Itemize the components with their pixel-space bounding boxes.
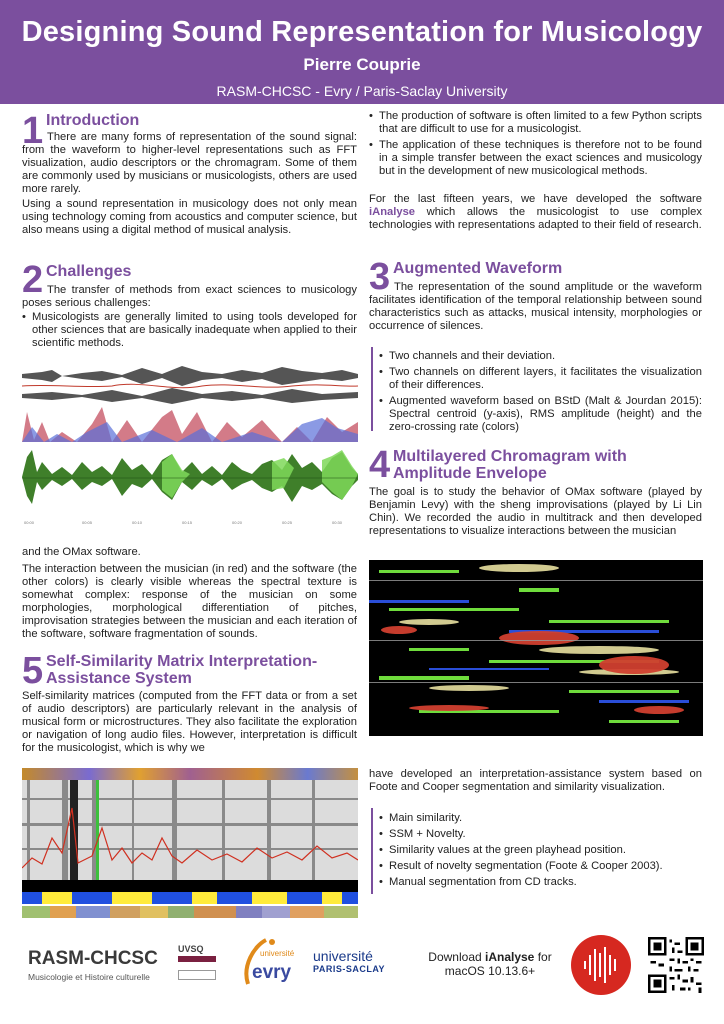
section-title-ssm-line2: Assistance System	[46, 669, 192, 687]
rasm-logo-subtitle: Musicologie et Histoire culturelle	[28, 972, 150, 982]
poster-author: Pierre Couprie	[303, 55, 421, 74]
evry-logo-name: evry	[252, 962, 292, 983]
section-title-augmented-waveform: Augmented Waveform	[393, 260, 563, 277]
ianalyse-highlight: iAnalyse	[369, 206, 416, 218]
ssm-figure	[22, 768, 358, 926]
ssm-graphic	[22, 768, 358, 926]
download-text: Download iAnalyse for macOS 10.13.6+	[428, 950, 552, 978]
evry-logo-graphic	[236, 936, 306, 992]
chromagram-paragraph-2: The interaction between the musician (in red) and the software (the other colors) is clearly visible whereas the spectral texture is somewhat complex: response of the musician on some morphologies, morphological differentiation of pitches, improvisation strategies between the musician and each iteration of the software, software fragmentation of sounds.	[22, 563, 357, 640]
section-number-2: 2	[22, 259, 44, 301]
augmented-waveform-figure	[22, 362, 358, 532]
svg-text:00:20: 00:20	[232, 520, 243, 525]
waveform-bullet-3: • Augmented waveform based on BStD (Malt & Jourdan 2015): Spectral centroid (y-axis), RMS amplitude (height) and the zero-crossing rate (colors)	[379, 395, 702, 434]
ssm-bullets-bar	[371, 808, 373, 894]
svg-text:00:00: 00:00	[24, 520, 35, 525]
evry-logo-top: université	[260, 949, 295, 958]
intro-paragraph-1: There are many forms of representation of the sound signal: from the waveform to higher-level representations such as FFT visualization, audio descriptors or the chromagram. Some of them are commonly used by musicians or musicologists, others are used more rarely.	[22, 131, 357, 195]
chromagram-figure	[369, 560, 703, 736]
challenges-bullet-2: • The production of software is often limited to a few Python scripts that are difficult to use for a musicologist.	[369, 110, 702, 136]
waveform-bullet-2: • Two channels on different layers, it facilitates the visualization of their differences.	[379, 366, 702, 392]
ssm-paragraph-1: Self-similarity matrices (computed from the FFT data or from a set of audio descriptors) are particularly relevant in the analysis of musical form or microstructures. They also facilitate the exploration or navigation of long audio files. However, interpretation is difficult for the musicologist, which is why we	[22, 690, 357, 754]
ssm-paragraph-1-continued: have developed an interpretation-assistance system based on Foote and Cooper segmentation and similarity visualization.	[369, 768, 702, 793]
ssm-bullet-3: • Similarity values at the green playhead position.	[379, 844, 702, 857]
ianalyse-waveform-icon	[571, 935, 631, 995]
section-title-ssm	[46, 654, 366, 688]
poster-header	[0, 0, 724, 104]
poster-affiliation: RASM-CHCSC - Evry / Paris-Saclay University	[216, 83, 508, 99]
challenges-paragraph-2: For the last fifteen years, we have developed the software iAnalyse which allows the musicologist to use complex technologies with representations adapted to their field of research.	[369, 193, 702, 231]
section-title-chromagram	[393, 449, 703, 483]
challenges-bullet-3: • The application of these techniques is therefore not to be found in a simple transfer between the exact sciences and musicology but in the development of new musicological methods.	[369, 139, 702, 178]
augmented-waveform-graphic	[22, 362, 358, 532]
section-title-chromagram-line2: Amplitude Envelope	[393, 464, 547, 482]
qr-code-icon	[648, 937, 704, 993]
ssm-bullet-1: • Main similarity.	[379, 812, 702, 825]
section-number-4: 4	[369, 444, 391, 486]
challenges-bullets-left	[22, 311, 357, 353]
evry-logo	[236, 936, 306, 992]
rasm-logo-name: RASM-CHCSC	[28, 948, 158, 969]
poster-title: Designing Sound Representation for Musicology	[21, 16, 703, 48]
qr-code[interactable]	[648, 937, 704, 993]
waveform-bullets	[379, 350, 702, 437]
svg-text:00:05: 00:05	[82, 520, 93, 525]
svg-text:00:25: 00:25	[282, 520, 293, 525]
challenges-bullet-1: • Musicologists are generally limited to using tools developed for other sciences that are basically inadequate when applied to their scientific methods.	[22, 311, 357, 350]
waveform-bullet-1: • Two channels and their deviation.	[379, 350, 702, 363]
section-title-challenges: Challenges	[46, 263, 132, 280]
chromagram-graphic	[369, 560, 703, 736]
svg-text:00:10: 00:10	[132, 520, 143, 525]
intro-paragraph-2: Using a sound representation in musicology does not only mean using technology coming from acoustics and computer science, but also means using a digital method of musical analysis.	[22, 198, 357, 236]
uvsq-logo: UVSQ	[178, 944, 218, 984]
ianalyse-app-icon[interactable]	[571, 935, 631, 995]
ssm-bullet-5: • Manual segmentation from CD tracks.	[379, 876, 702, 889]
ssm-bullets	[379, 812, 702, 892]
rasm-logo	[28, 948, 158, 982]
section-number-3: 3	[369, 256, 391, 298]
chromagram-paragraph-1: The goal is to study the behavior of OMax software (played by Benjamin Levy) with the sheng improvisations (played by Li Lin Chin). We recorded the audio in multitrack and then developed representations to visualize interactions between the musician	[369, 486, 702, 537]
section-title-chromagram-line1: Multilayered Chromagram with	[393, 448, 627, 465]
ssm-bullet-2: • SSM + Novelty.	[379, 828, 702, 841]
section-title-ssm-line1: Self-Similarity Matrix Interpretation-	[46, 653, 318, 670]
section-number-1: 1	[22, 110, 44, 152]
section-number-5: 5	[22, 650, 44, 692]
challenges-paragraph-1: The transfer of methods from exact sciences to musicology poses serious challenges:	[22, 284, 357, 309]
ssm-bullet-4: • Result of novelty segmentation (Foote & Cooper 2003).	[379, 860, 702, 873]
paris-saclay-logo: université PARIS-SACLAY	[313, 948, 386, 974]
waveform-bullets-bar	[371, 347, 373, 431]
challenges-bullets-right	[369, 110, 702, 181]
waveform-paragraph-1: The representation of the sound amplitude or the waveform facilitates identification of the temporal relationship between sound characteristics such as attacks, musical intensity, morphologies or occurrence of silences.	[369, 281, 702, 332]
svg-text:00:30: 00:30	[332, 520, 343, 525]
chromagram-paragraph-1-continued: and the OMax software.	[22, 546, 141, 558]
section-title-introduction: Introduction	[46, 112, 140, 129]
svg-text:00:15: 00:15	[182, 520, 193, 525]
